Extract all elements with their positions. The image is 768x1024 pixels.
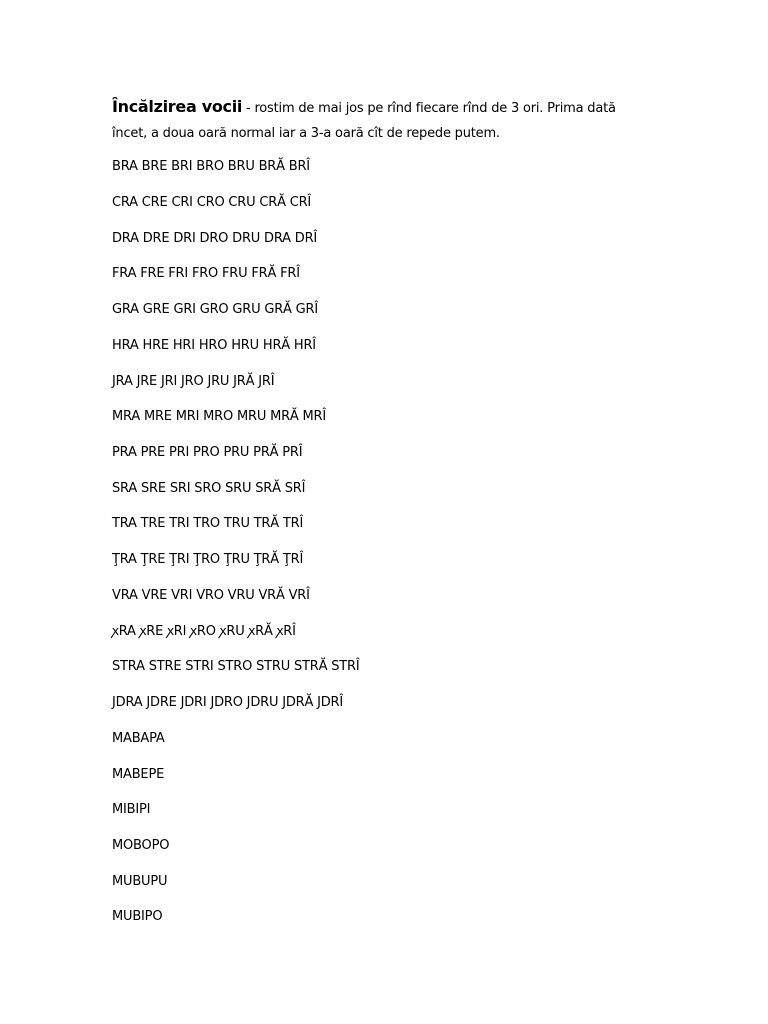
exercise-line: JRA JRE JRI JRO JRU JRĂ JRÎ — [112, 374, 275, 389]
exercise-line: MOBOPO — [112, 838, 170, 853]
intro-paragraph — [112, 94, 652, 146]
exercise-line: MUBUPU — [112, 874, 168, 889]
exercise-line: MABAPA — [112, 731, 165, 746]
exercise-line: FRA FRE FRI FRO FRU FRĂ FRÎ — [112, 266, 300, 281]
exercise-line: HRA HRE HRI HRO HRU HRĂ HRÎ — [112, 338, 316, 353]
exercise-line: TRA TRE TRI TRO TRU TRĂ TRÎ — [112, 516, 304, 531]
exercise-line: ꭗRA ꭗRE ꭗRI ꭗRO ꭗRU ꭗRĂ ꭗRÎ — [112, 624, 296, 639]
intro-text: - rostim de mai jos pe rînd fiecare rînd de 3 ori. Prima dată încet, a doua oară normal iar a 3-a oară cît de repede putem. — [112, 101, 616, 141]
exercise-line: JDRA JDRE JDRI JDRO JDRU JDRĂ JDRÎ — [112, 695, 344, 710]
exercise-line: SRA SRE SRI SRO SRU SRĂ SRÎ — [112, 481, 306, 496]
exercise-line: ŢRA ŢRE ŢRI ŢRO ŢRU ŢRĂ ŢRÎ — [112, 552, 304, 567]
exercise-line: BRA BRE BRI BRO BRU BRĂ BRÎ — [112, 159, 310, 174]
exercise-line: CRA CRE CRI CRO CRU CRĂ CRÎ — [112, 195, 312, 210]
intro-title: Încălzirea vocii — [112, 97, 243, 116]
exercise-line: GRA GRE GRI GRO GRU GRĂ GRÎ — [112, 302, 319, 317]
exercise-line: VRA VRE VRI VRO VRU VRĂ VRÎ — [112, 588, 310, 603]
exercise-line: MUBIPO — [112, 909, 163, 924]
exercise-line: MABEPE — [112, 767, 165, 782]
exercise-line: MIBIPI — [112, 802, 151, 817]
exercise-line: PRA PRE PRI PRO PRU PRĂ PRÎ — [112, 445, 303, 460]
exercise-line: STRA STRE STRI STRO STRU STRĂ STRÎ — [112, 659, 360, 674]
exercise-line: DRA DRE DRI DRO DRU DRA DRÎ — [112, 231, 318, 246]
exercise-line: MRA MRE MRI MRO MRU MRĂ MRÎ — [112, 409, 327, 424]
